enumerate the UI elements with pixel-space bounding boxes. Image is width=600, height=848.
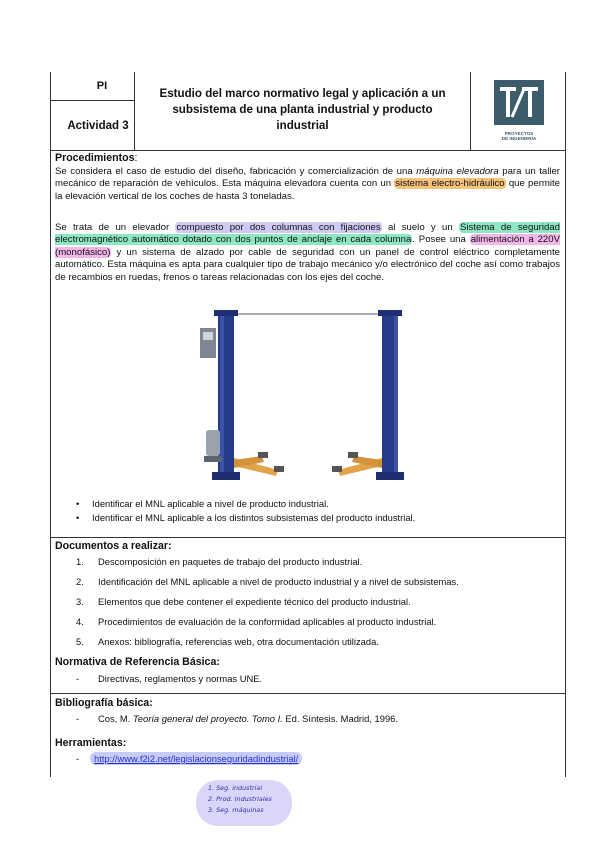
bullet-marker: •	[76, 512, 80, 523]
logo-label-line: PROYECTOS	[504, 131, 534, 136]
p1-text-a: Se considera el caso de estudio del diseño, fabricación y comercialización de una	[55, 166, 417, 177]
list-number: 3.	[76, 596, 84, 607]
bullet-text: Identificar el MNL aplicable a los distintos subsistemas del producto industrial.	[92, 512, 416, 523]
section-divider	[50, 693, 565, 694]
car-lift-image	[200, 310, 420, 488]
list-text: Procedimientos de evaluación de la conformidad aplicables al producto industrial.	[98, 616, 437, 627]
procedimientos-heading: Procedimientos:	[55, 152, 138, 164]
handwritten-note	[196, 780, 292, 826]
p1-text-b: para un taller mecánico de reparación de vehículos. Esta máquina elevadora cuenta con un	[55, 166, 560, 190]
pi-divider	[50, 100, 134, 101]
link-highlight	[90, 752, 302, 765]
header-divider-left	[134, 72, 135, 150]
list-text: Anexos: bibliografía, referencias web, otra documentación utilizada.	[98, 636, 379, 647]
note-line: 1. Seg. industrial	[208, 784, 263, 792]
pi-label: PI	[96, 80, 108, 92]
right-margin-line	[565, 72, 566, 777]
title-line: Estudio del marco normativo legal y aplicación a un	[159, 87, 446, 100]
procedimientos-heading-text: Procedimientos	[55, 152, 135, 164]
bullet-marker: •	[76, 498, 80, 509]
list-text: Descomposición en paquetes de trabajo del producto industrial.	[98, 556, 363, 567]
page-title	[140, 86, 465, 134]
note-line: 3. Seg. máquinas	[208, 806, 264, 814]
normativa-text: Directivas, reglamentos y normas UNE.	[98, 673, 263, 684]
list-text: Elementos que debe contener el expediente técnico del producto industrial.	[98, 596, 411, 607]
list-number: 1.	[76, 556, 84, 567]
procedimientos-paragraph-1	[55, 166, 560, 203]
p1-text-c: que permite la elevación vertical de los coches de hasta 3 toneladas.	[55, 178, 561, 202]
list-text: Identificación del MNL aplicable a nivel de producto industrial y a nivel de subsistemas.	[98, 576, 459, 587]
highlight-alimentacion: alimentación a 220V (monofásico)	[55, 234, 560, 258]
documentos-heading: Documentos a realizar:	[55, 540, 172, 552]
highlight-sistema-seguridad: Sistema de seguridad electromagnético automático dotado con dos puntos de anclaje en cada columna	[55, 222, 560, 246]
logo-label-line: DE INGENIERÍA	[501, 136, 537, 142]
herramientas-link-wrapper	[90, 753, 302, 764]
logo-label	[494, 131, 544, 142]
section-divider	[50, 537, 565, 538]
procedimientos-paragraph-2	[55, 222, 560, 284]
bibliografia-heading: Bibliografía básica:	[55, 697, 153, 709]
dash-marker: -	[76, 753, 80, 764]
logo-graphic	[494, 80, 544, 125]
p2-text-d: y un sistema de alzado por cable de seguridad con un panel de control eléctrico completamente automático. Esta máquina es apta para cualquier tipo de trabajo mecánico y/o electrónico del coche así como trabajos de recambios en ruedas, frenos o tareas relacionadas con los ejes del coche.	[55, 246, 560, 283]
bib-publisher: Ed. Síntesis. Madrid, 1996.	[282, 713, 398, 724]
list-number: 4.	[76, 616, 84, 627]
legislacion-link[interactable]: http://www.f2i2.net/legislacionseguridadindustrial/	[94, 753, 299, 764]
title-line: subsistema de una planta industrial y producto	[172, 103, 433, 116]
title-line: industrial	[276, 119, 329, 132]
dash-marker: -	[76, 673, 80, 684]
note-line: 2. Prod. Industriales	[208, 795, 272, 803]
logo	[494, 80, 544, 142]
normativa-heading: Normativa de Referencia Básica:	[55, 656, 220, 668]
p2-text-b: al suelo y un	[381, 222, 459, 233]
p1-emphasis: máquina elevadora	[416, 166, 499, 177]
bib-title: Teoría general del proyecto. Tomo I.	[132, 713, 283, 724]
p2-text-c: . Posee una	[412, 234, 470, 246]
bib-author: Cos, M.	[98, 713, 133, 724]
bullet-text: Identificar el MNL aplicable a nivel de producto industrial.	[92, 498, 329, 509]
left-margin-line	[50, 72, 51, 777]
header-divider-right	[470, 72, 471, 150]
actividad-label: Actividad 3	[67, 120, 129, 132]
header-bottom-line	[50, 150, 565, 151]
highlight-dos-columnas: compuesto por dos columnas con fijaciones	[176, 222, 381, 233]
bibliografia-text	[98, 713, 398, 724]
p2-text-a: Se trata de un elevador	[55, 222, 176, 233]
lift-illustration	[200, 310, 420, 488]
list-number: 2.	[76, 576, 84, 587]
dash-marker: -	[76, 713, 80, 724]
highlight-electro-hidraulico: sistema electro-hidráulico	[395, 178, 505, 190]
herramientas-heading: Herramientas:	[55, 737, 127, 749]
list-number: 5.	[76, 636, 84, 647]
